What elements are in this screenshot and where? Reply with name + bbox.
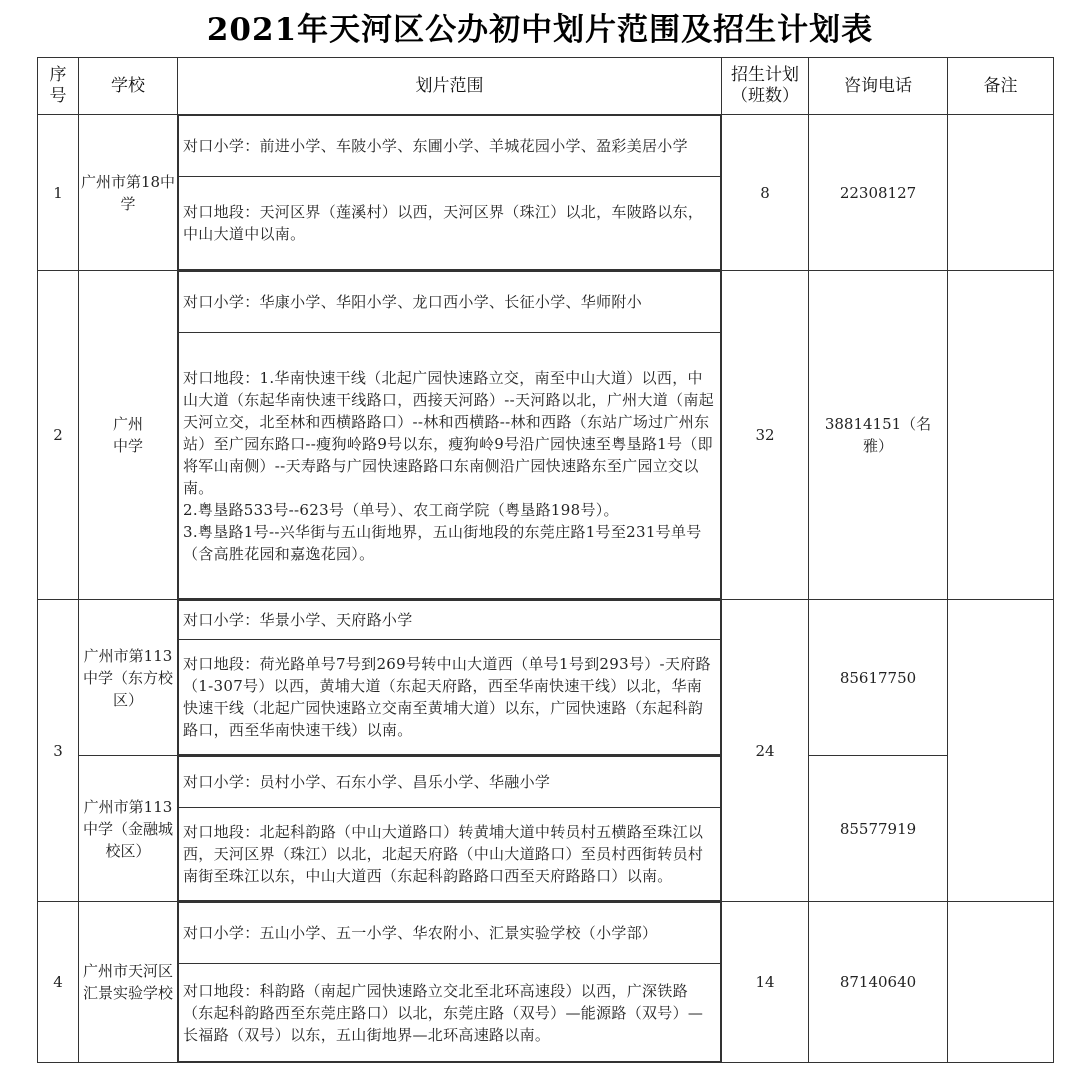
header-seq: 序号	[38, 58, 79, 115]
row-school: 广州市第113中学（金融城校区）	[79, 756, 178, 902]
row-seq: 3	[38, 600, 79, 902]
segment-line: 2.粤垦路533号--623号（单号）、农工商学院（粤垦路198号）。	[183, 500, 619, 519]
row-school: 广州市第113中学（东方校区）	[79, 600, 178, 756]
table-row	[38, 756, 1054, 902]
row-phone: 85577919	[809, 756, 948, 902]
header-remark: 备注	[948, 58, 1054, 115]
row-remark	[948, 115, 1054, 271]
segment-line: 3.粤垦路1号--兴华街与五山街地界，五山街地段的东莞庄路1号至231号单号（含高胜花园和嘉逸花园）。	[183, 522, 702, 563]
row-school: 广州中学	[79, 271, 178, 600]
table-row	[38, 115, 1054, 271]
row-range	[178, 600, 722, 756]
row-school: 广州市第18中学	[79, 115, 178, 271]
segment-line: 对口地段：1.华南快速干线（北起广园快速路立交，南至中山大道）以西，中山大道（东起华南快速干线路口，西接天河路）--天河路以北，广州大道（南起天河立交，北至林和西横路路口）--林和西横路--林和西路（东站广场过广州东站）至广园东路口--瘦狗岭路9号以东，瘦狗岭9号沿广园快速至粤垦路1号（即将军山南侧）--天寿路与广园快速路路口东南侧沿广园快速路东至广园立交以南。	[183, 368, 714, 497]
row-phone: 22308127	[809, 115, 948, 271]
header-plan: 招生计划（班数）	[722, 58, 809, 115]
primary-schools: 对口小学：前进小学、车陂小学、东圃小学、羊城花园小学、盈彩美居小学	[178, 115, 721, 177]
primary-schools: 对口小学：员村小学、石东小学、昌乐小学、华融小学	[178, 756, 721, 808]
header-phone: 咨询电话	[809, 58, 948, 115]
primary-schools: 对口小学：华景小学、天府路小学	[178, 600, 721, 640]
segment-range: 对口地段：天河区界（莲溪村）以西，天河区界（珠江）以北，车陂路以东，中山大道中以南。	[178, 177, 721, 270]
row-plan: 24	[722, 600, 809, 902]
segment-range: 对口地段：荷光路单号7号到269号转中山大道西（单号1号到293号）-天府路（1-307号）以西，黄埔大道（东起天府路，西至华南快速干线）以北，华南快速干线（北起广园快速路立交南至黄埔大道）以东，广园快速路（东起科韵路口，西至华南快速干线）以南。	[178, 640, 721, 755]
row-remark	[948, 271, 1054, 600]
row-range	[178, 902, 722, 1063]
row-phone: 87140640	[809, 902, 948, 1063]
table-row	[38, 271, 1054, 600]
row-phone: 38814151（名雅）	[809, 271, 948, 600]
primary-schools: 对口小学：华康小学、华阳小学、龙口西小学、长征小学、华师附小	[178, 271, 721, 333]
row-phone: 85617750	[809, 600, 948, 756]
table-row	[38, 902, 1054, 1063]
header-school: 学校	[79, 58, 178, 115]
row-range	[178, 271, 722, 600]
row-range	[178, 756, 722, 902]
row-plan: 14	[722, 902, 809, 1063]
header-row	[38, 58, 1054, 115]
row-plan: 8	[722, 115, 809, 271]
row-remark	[948, 600, 1054, 902]
row-seq: 4	[38, 902, 79, 1063]
row-seq: 1	[38, 115, 79, 271]
row-seq: 2	[38, 271, 79, 600]
row-school: 广州市天河区汇景实验学校	[79, 902, 178, 1063]
row-remark	[948, 902, 1054, 1063]
row-plan: 32	[722, 271, 809, 600]
table-row	[38, 600, 1054, 756]
segment-range: 对口地段：科韵路（南起广园快速路立交北至北环高速段）以西，广深铁路（东起科韵路西至东莞庄路口）以北，东莞庄路（双号）—能源路（双号）—长福路（双号）以东，五山街地界—北环高速路以南。	[178, 964, 721, 1062]
primary-schools: 对口小学：五山小学、五一小学、华农附小、汇景实验学校（小学部）	[178, 902, 721, 964]
segment-range	[178, 333, 721, 599]
segment-range: 对口地段：北起科韵路（中山大道路口）转黄埔大道中转员村五横路至珠江以西，天河区界（珠江）以北，北起天府路（中山大道路口）至员村西街转员村南街至珠江以东，中山大道西（东起科韵路路口西至天府路路口）以南。	[178, 808, 721, 901]
enrollment-table	[37, 57, 1054, 1063]
header-range: 划片范围	[178, 58, 722, 115]
page-title: 2021年天河区公办初中划片范围及招生计划表	[206, 12, 874, 48]
row-range	[178, 115, 722, 271]
